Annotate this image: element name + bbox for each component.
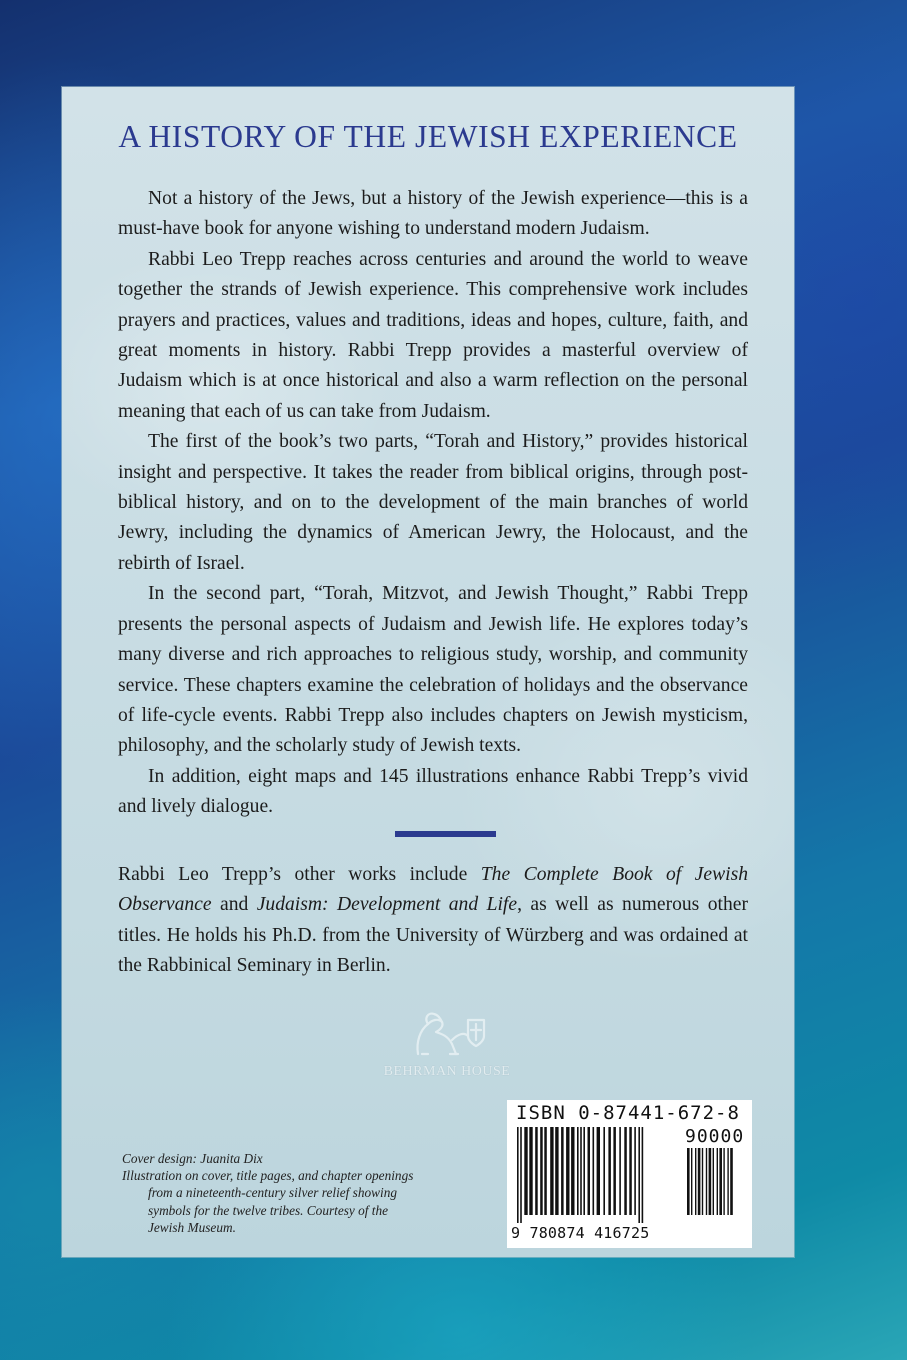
barcode-bar [517,1127,519,1223]
ean-barcode-bars [517,1127,682,1223]
cover-headline: A HISTORY OF THE JEWISH EXPERIENCE [118,119,738,154]
credit-line: Jewish Museum. [148,1219,236,1235]
description-paragraph: Not a history of the Jews, but a history of the Jewish experience—this is a must-have book for anyone wishing to understand modern Judaism. [118,188,748,240]
barcode-bar [719,1148,722,1215]
description-paragraph: In the second part, “Torah, Mitzvot, and Jewish Thought,” Rabbi Trepp presents the personal aspects of Judaism and Jewish life. He explores today’s many diverse and rich approaches to religious study, worship, and community service. These chapters examine the celebration of holidays and the observance of life-cycle events. Rabbi Trepp also includes chapters on Jewish mysticism, philosophy, and the scholarly study of Jewish texts. [118,583,748,757]
barcode-bar [702,1148,703,1215]
barcode-bar [583,1127,585,1215]
author-bio-text: Rabbi Leo Trepp’s other works include [118,864,481,885]
barcode-bar [608,1127,611,1215]
ean-number: 9 780874 416725 [511,1224,650,1242]
credit-line: symbols for the twelve tribes. Courtesy of the [148,1202,389,1218]
barcode-bar [695,1148,696,1215]
description-body [118,184,748,823]
barcode-bar [588,1127,591,1215]
barcode-bar [529,1127,532,1215]
publisher-logo [352,1010,542,1090]
barcode-bar [580,1127,582,1215]
barcode-bar [624,1127,627,1215]
barcode-bar [544,1127,547,1215]
back-cover-panel [62,87,794,1257]
barcode-bar [535,1127,538,1215]
barcode-bar [613,1127,616,1215]
barcode-bar [723,1148,724,1215]
barcode-bar [593,1127,595,1215]
barcode-bar [520,1127,522,1223]
barcode-bar [713,1148,714,1215]
barcode-bar [691,1148,692,1215]
barcode-bar [698,1148,701,1215]
publisher-name: BEHRMAN HOUSE [383,1064,511,1079]
isbn-number: ISBN 0-87441-672-8 [516,1102,740,1124]
cover-credits [122,1150,462,1236]
price-barcode-bars [687,1148,745,1244]
barcode-bar [524,1127,527,1215]
barcode-bar [730,1148,733,1215]
barcode-bar [642,1127,644,1223]
book-title: The Complete Book of Jewish Observance [118,864,749,916]
barcode-bar [550,1127,553,1215]
price-code: 90000 [685,1126,745,1147]
barcode-bar [603,1127,605,1215]
credit-line: Cover design: Juanita Dix [122,1151,263,1166]
barcode-bar [619,1127,621,1215]
description-paragraph: The first of the book’s two parts, “Torah and History,” provides historical insight and perspective. It takes the reader from biblical origins, through post-biblical history, and on to the development of the main branches of world Jewry, including the dynamics of American Jewry, the Holocaust, and the rebirth of Israel. [118,431,748,574]
description-paragraph: In addition, eight maps and 145 illustrations enhance Rabbi Trepp’s vivid and lively dialogue. [118,765,748,818]
barcode-bar [634,1127,636,1215]
barcode-bar [555,1127,558,1215]
book-title: Judaism: Development and Life [256,894,518,916]
isbn-barcode [507,1100,752,1248]
barcode-bar [629,1127,632,1215]
barcode-bar [561,1127,564,1215]
barcode-bar [597,1127,600,1215]
credit-line: Illustration on cover, title pages, and chapter openings [122,1168,414,1184]
lion-icon [398,1010,494,1064]
barcode-bar [566,1127,569,1215]
credit-line: from a nineteenth-century silver relief showing [148,1185,398,1201]
description-paragraph: Rabbi Leo Trepp reaches across centuries and around the world to weave together the strands of Jewish experience. This comprehensive work includes prayers and practices, values and traditions, ideas and hopes, culture, faith, and great moments in history. Rabbi Trepp provides a masterful overview of Judaism which is at once historical and also a warm reflection on the personal meaning that each of us can take from Judaism. [118,248,748,422]
barcode-bar [709,1148,712,1215]
author-bio [118,860,748,982]
author-bio-text: , as well as numerous other titles. He holds his Ph.D. from the University of Würzberg and was ordained at the Rabbinical Seminary in Berlin. [118,894,748,977]
section-divider [395,831,496,837]
barcode-bar [727,1148,728,1215]
barcode-bar [540,1127,543,1215]
barcode-bar [638,1127,640,1223]
barcode-bar [706,1148,707,1215]
barcode-bar [577,1127,579,1215]
author-bio-text: and [211,894,257,916]
barcode-bar [687,1148,690,1215]
barcode-bar [717,1148,718,1215]
barcode-bar [571,1127,574,1215]
